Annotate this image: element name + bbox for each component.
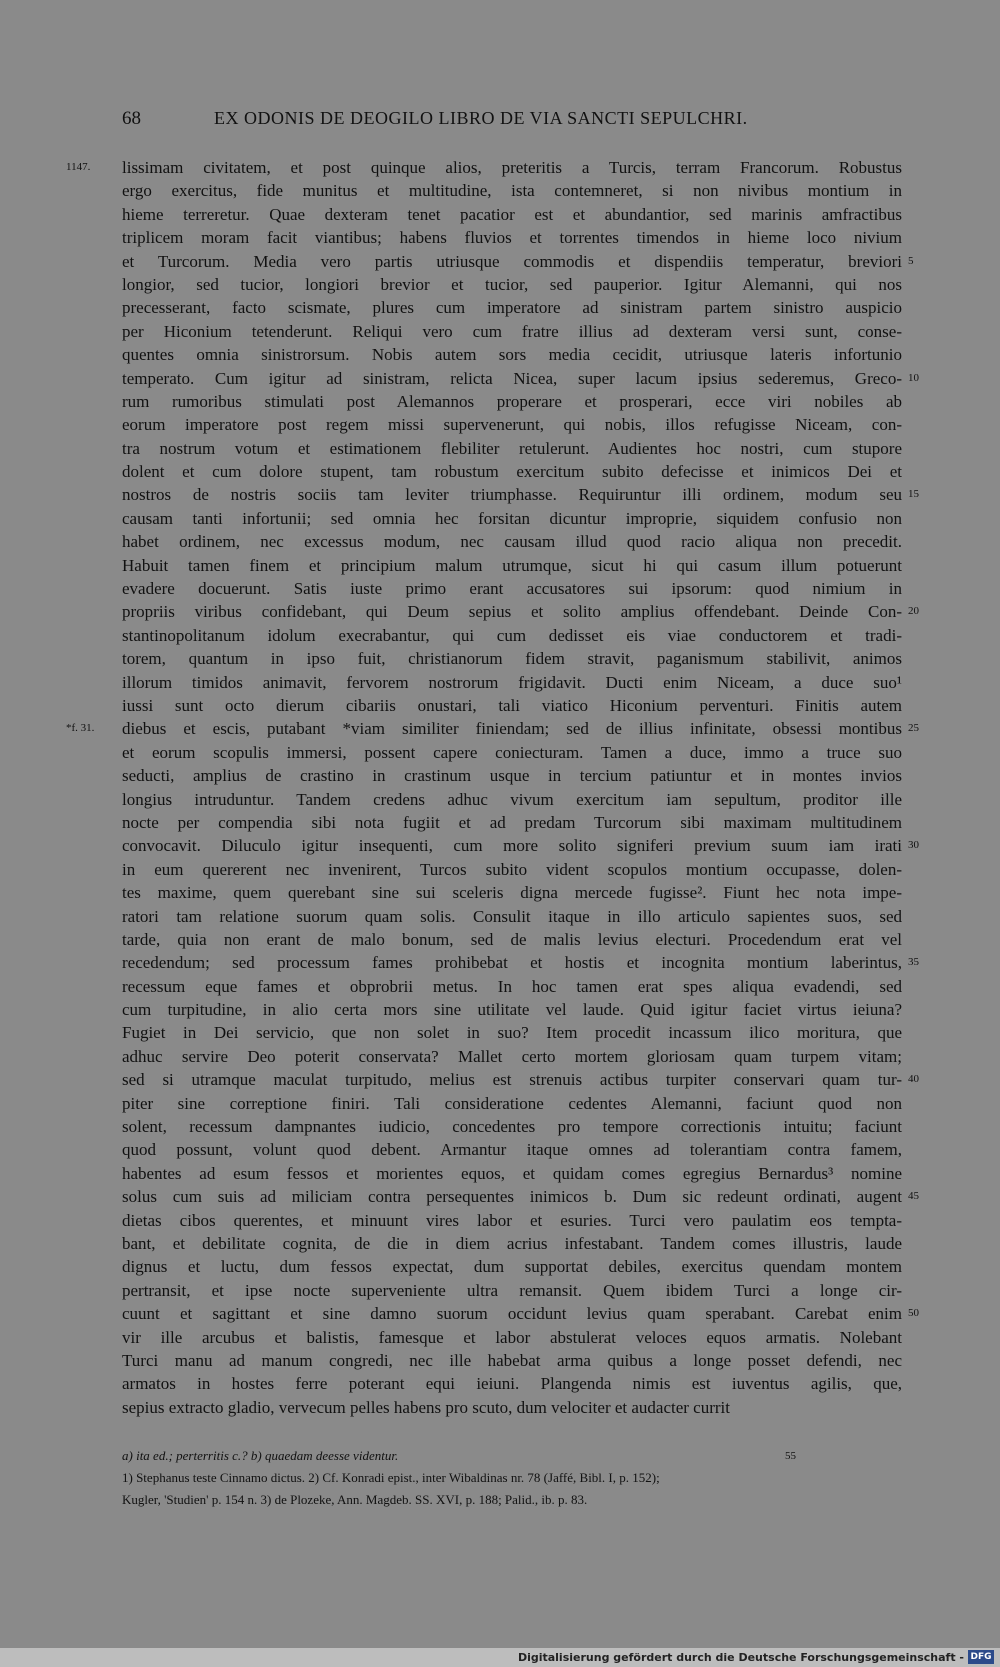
line-text: vir ille arcubus et balistis, famesque et labor abstulerat veloces equos armatis. Nolebant bbox=[122, 1327, 902, 1347]
margin-note: *f. 31. bbox=[66, 722, 95, 735]
text-line bbox=[66, 390, 936, 413]
critical-apparatus: a) ita ed.; perterritis c.? b) quaedam deesse videntur. bbox=[122, 1448, 399, 1463]
text-line bbox=[66, 1349, 936, 1372]
line-text: iussi sunt octo dierum cibariis onustari, tali viatico Hiconium perventuri. Finitis autem bbox=[122, 695, 902, 715]
line-text: longius intruduntur. Tandem credens adhuc vivum exercitum iam sepultum, proditor ille bbox=[122, 789, 902, 809]
line-text: ratori tam relatione suorum quam solis. Consulit itaque in illo articulo sapientes suos, sed bbox=[122, 906, 902, 926]
line-text: dietas cibos querentes, et minuunt vires labor et esuries. Turci vero paulatim eos tempta- bbox=[122, 1210, 902, 1230]
line-text: quod possunt, volunt quod debent. Armantur itaque omnes ad tolerantiam contra famem, bbox=[122, 1140, 902, 1160]
line-text: Habuit tamen finem et principium malum utrumque, sicut hi qui casum illum potuerunt bbox=[122, 555, 902, 575]
line-text: diebus et escis, putabant *viam similiter finiendam; sed de illius infinitate, obsessi montibus bbox=[122, 719, 902, 739]
footer-credit: Digitalisierung gefördert durch die Deutsche Forschungsgemeinschaft - bbox=[517, 1651, 964, 1664]
text-line bbox=[66, 1138, 936, 1161]
text-line bbox=[66, 717, 936, 740]
line-number: 10 bbox=[908, 371, 919, 384]
line-text: ergo exercitus, fide munitus et multitudine, ista contemneret, si non nivibus montium in bbox=[122, 181, 902, 201]
text-line bbox=[66, 460, 936, 483]
line-text: solus cum suis ad miliciam contra persequentes inimicos b. Dum sic redeunt ordinati, augent bbox=[122, 1187, 902, 1207]
line-text: hieme terreretur. Quae dexteram tenet pacatior est et abundantior, sed marinis amfractibus bbox=[122, 204, 902, 224]
text-line bbox=[66, 367, 936, 390]
line-number: 55 bbox=[785, 1450, 796, 1462]
text-line bbox=[66, 928, 936, 951]
text-line bbox=[66, 226, 936, 249]
line-text: rum rumoribus stimulati post Alemannos properare et prosperari, ecce viri nobiles ab bbox=[122, 391, 902, 411]
text-line bbox=[66, 741, 936, 764]
text-line bbox=[66, 671, 936, 694]
line-text: illorum timidos animavit, fervorem nostrorum frigidavit. Ducti enim Niceam, a duce suo¹ bbox=[122, 672, 902, 692]
text-line bbox=[66, 1162, 936, 1185]
text-line bbox=[66, 975, 936, 998]
main-text bbox=[66, 156, 936, 1419]
text-line bbox=[66, 998, 936, 1021]
line-text: stantinopolitanum idolum execrabantur, qui cum dedisset eis viae conductorem et tradi- bbox=[122, 625, 902, 645]
text-line bbox=[66, 624, 936, 647]
line-text: sepius extracto gladio, vervecum pelles habens pro scuto, dum velociter et audacter currit bbox=[122, 1397, 730, 1417]
text-line bbox=[66, 507, 936, 530]
line-text: lissimam civitatem, et post quinque alios, preteritis a Turcis, terram Francorum. Robustus bbox=[122, 158, 902, 177]
line-text: quentes omnia sinistrorsum. Nobis autem sors media cecidit, utriusque lateris infortunio bbox=[122, 345, 902, 365]
text-line bbox=[66, 1255, 936, 1278]
line-text: evadere docuerunt. Satis iuste primo erant accusatores sui ipsorum: quod nimium in bbox=[122, 579, 902, 599]
line-text: habet ordinem, nec excessus modum, nec causam illud quod racio aliqua non precedit. bbox=[122, 532, 902, 552]
line-number: 25 bbox=[908, 722, 919, 735]
text-line bbox=[66, 1021, 936, 1044]
text-line bbox=[66, 1185, 936, 1208]
text-line bbox=[66, 951, 936, 974]
text-line bbox=[66, 296, 936, 319]
line-text: recessum eque fames et obprobrii metus. In hoc tamen erat spes aliqua evadendi, sed bbox=[122, 976, 902, 996]
line-text: pertransit, et ipse nocte superveniente ultra remansit. Quem ibidem Turci a longe cir- bbox=[122, 1280, 902, 1300]
text-line bbox=[66, 577, 936, 600]
text-line bbox=[66, 905, 936, 928]
text-line bbox=[66, 694, 936, 717]
text-line bbox=[66, 647, 936, 670]
line-text: sed si utramque maculat turpitudo, melius est strenuis actibus turpiter conservari quam tur- bbox=[122, 1070, 902, 1090]
text-line bbox=[66, 858, 936, 881]
line-text: Turci manu ad manum congredi, nec ille habebat arma quibus a longe posset defendi, nec bbox=[122, 1350, 902, 1370]
text-line bbox=[66, 1302, 936, 1325]
line-text: seducti, amplius de crastino in crastinum usque in tercium patiuntur et in montes invios bbox=[122, 766, 902, 786]
text-line bbox=[66, 1372, 936, 1395]
text-line bbox=[66, 530, 936, 553]
text-line bbox=[66, 1092, 936, 1115]
text-line bbox=[66, 1279, 936, 1302]
text-line bbox=[66, 156, 936, 179]
text-line bbox=[66, 600, 936, 623]
line-text: causam tanti infortunii; sed omnia hec forsitan dicuntur improprie, siquidem confusio non bbox=[122, 508, 902, 528]
line-text: piter sine correptione finiri. Tali consideratione cedentes Alemanni, faciunt quod non bbox=[122, 1093, 902, 1113]
line-text: solent, recessum dampnantes iudicio, concedentes pro tempore correctionis intuitu; faciunt bbox=[122, 1117, 902, 1137]
line-text: habentes ad esum fessos et morientes equos, et quidam comes egregius Bernardus³ nomine bbox=[122, 1163, 902, 1183]
line-number: 50 bbox=[908, 1307, 919, 1320]
page-header bbox=[122, 108, 822, 138]
line-number: 20 bbox=[908, 605, 919, 618]
text-line bbox=[66, 343, 936, 366]
page-number: 68 bbox=[122, 108, 141, 129]
line-text: precesserant, facto scismate, plures cum imperatore ad sinistram partem sinistro auspicio bbox=[122, 298, 902, 318]
text-line bbox=[66, 437, 936, 460]
text-line bbox=[66, 764, 936, 787]
text-line bbox=[66, 1232, 936, 1255]
line-text: triplicem moram facit viantibus; habens fluvios et torrentes timendos in hieme loco nivium bbox=[122, 228, 902, 248]
line-text: adhuc servire Deo poterit conservata? Mallet certo mortem gloriosam quam turpem vitam; bbox=[122, 1046, 902, 1066]
line-text: nostros de nostris sociis tam leviter triumphasse. Requiruntur illi ordinem, modum seu bbox=[122, 485, 902, 505]
text-line bbox=[66, 554, 936, 577]
text-line bbox=[66, 1209, 936, 1232]
line-number: 30 bbox=[908, 839, 919, 852]
line-text: torem, quantum in ipso fuit, christianorum fidem stravit, paganismum stabilivit, animos bbox=[122, 649, 902, 669]
line-text: longior, sed tucior, longiori brevior et tucior, sed pauperior. Igitur Alemanni, qui nos bbox=[122, 274, 902, 294]
line-number: 40 bbox=[908, 1073, 919, 1086]
line-number: 5 bbox=[908, 254, 914, 267]
line-text: Fugiet in Dei servicio, que non solet in suo? Item procedit incassum ilico moritura, que bbox=[122, 1023, 902, 1043]
margin-note: 1147. bbox=[66, 161, 91, 173]
line-text: armatos in hostes ferre poterant equi ieiuni. Plangenda nimis est iuventus agilis, que, bbox=[122, 1374, 902, 1394]
text-line bbox=[66, 179, 936, 202]
dfg-logo: DFG bbox=[968, 1650, 994, 1664]
line-text: dolent et cum dolore stupent, tam robustum exercitum subito defecisse et inimicos Dei et bbox=[122, 462, 902, 482]
line-text: temperato. Cum igitur ad sinistram, relicta Nicea, super lacum ipsius sederemus, Greco- bbox=[122, 368, 902, 388]
line-text: in eum quererent nec invenirent, Turcos subito vident scopulos montium occupasse, dolen- bbox=[122, 859, 902, 879]
line-text: eorum imperatore post regem missi supervenerunt, qui nobis, illos refugisse Niceam, con- bbox=[122, 415, 902, 435]
text-line bbox=[66, 1326, 936, 1349]
line-text: tra nostrum votum et estimationem flebiliter retulerunt. Audientes hoc nostri, cum stupore bbox=[122, 438, 902, 458]
text-line bbox=[66, 320, 936, 343]
text-line bbox=[66, 1115, 936, 1138]
text-line bbox=[66, 203, 936, 226]
line-number: 15 bbox=[908, 488, 919, 501]
line-text: cuunt et sagittant et sine damno suorum occidunt levius quam sperabant. Carebat enim bbox=[122, 1304, 902, 1324]
line-number: 35 bbox=[908, 956, 919, 969]
line-text: et eorum scopulis immersi, possent capere coniecturam. Tamen a duce, immo a truce suo bbox=[122, 742, 902, 762]
text-line bbox=[66, 881, 936, 904]
footnote-line: 1) Stephanus teste Cinnamo dictus. 2) Cf. Konradi epist., inter Wibaldinas nr. 78 (Jaffé, Bibl. I, p. 152); bbox=[122, 1470, 660, 1485]
line-text: nocte per compendia sibi nota fugiit et ad predam Turcorum sibi maximam multitudinem bbox=[122, 812, 902, 832]
text-line bbox=[66, 1068, 936, 1091]
text-line bbox=[66, 1396, 936, 1419]
line-text: et Turcorum. Media vero partis utriusque commodis et dispendiis temperatur, breviori bbox=[122, 251, 902, 271]
line-text: dignus et luctu, dum fessos expectat, dum supportat debiles, exercitus quendam montem bbox=[122, 1257, 902, 1277]
text-line bbox=[66, 1045, 936, 1068]
text-line bbox=[66, 811, 936, 834]
line-number: 45 bbox=[908, 1190, 919, 1203]
line-text: bant, et debilitate cognita, de die in diem acrius infestabant. Tandem comes illustris, laude bbox=[122, 1233, 902, 1253]
line-text: per Hiconium tetenderunt. Reliqui vero cum fratre illius ad dexteram versi sunt, conse- bbox=[122, 321, 902, 341]
line-text: cum turpitudine, in alio certa mors sine utilitate vel laude. Quid igitur faciet virtus ieiuna? bbox=[122, 1000, 902, 1020]
footnote-line: Kugler, 'Studien' p. 154 n. 3) de Plozeke, Ann. Magdeb. SS. XVI, p. 188; Palid., ib. p. 83. bbox=[122, 1492, 588, 1507]
line-text: tes maxime, quem querebant sine sui sceleris digna mercede fugisse². Fiunt hec nota impe- bbox=[122, 883, 902, 903]
line-text: propriis viribus confidebant, qui Deum sepius et solito amplius offendebant. Deinde Con- bbox=[122, 602, 902, 622]
line-text: recedendum; sed processum fames prohibebat et hostis et incognita montium laberintus, bbox=[122, 953, 902, 973]
text-line bbox=[66, 273, 936, 296]
running-title: EX ODONIS DE DEOGILO LIBRO DE VIA SANCTI SEPULCHRI. bbox=[214, 108, 748, 128]
text-line bbox=[66, 250, 936, 273]
text-line bbox=[66, 788, 936, 811]
text-line bbox=[66, 413, 936, 436]
line-text: tarde, quia non erant de malo bonum, sed de malis levius electuri. Procedendum erat vel bbox=[122, 929, 902, 949]
text-line bbox=[66, 483, 936, 506]
text-line bbox=[66, 834, 936, 857]
line-text: convocavit. Diluculo igitur insequenti, cum more solito signiferi previum suum iam irati bbox=[122, 836, 902, 856]
